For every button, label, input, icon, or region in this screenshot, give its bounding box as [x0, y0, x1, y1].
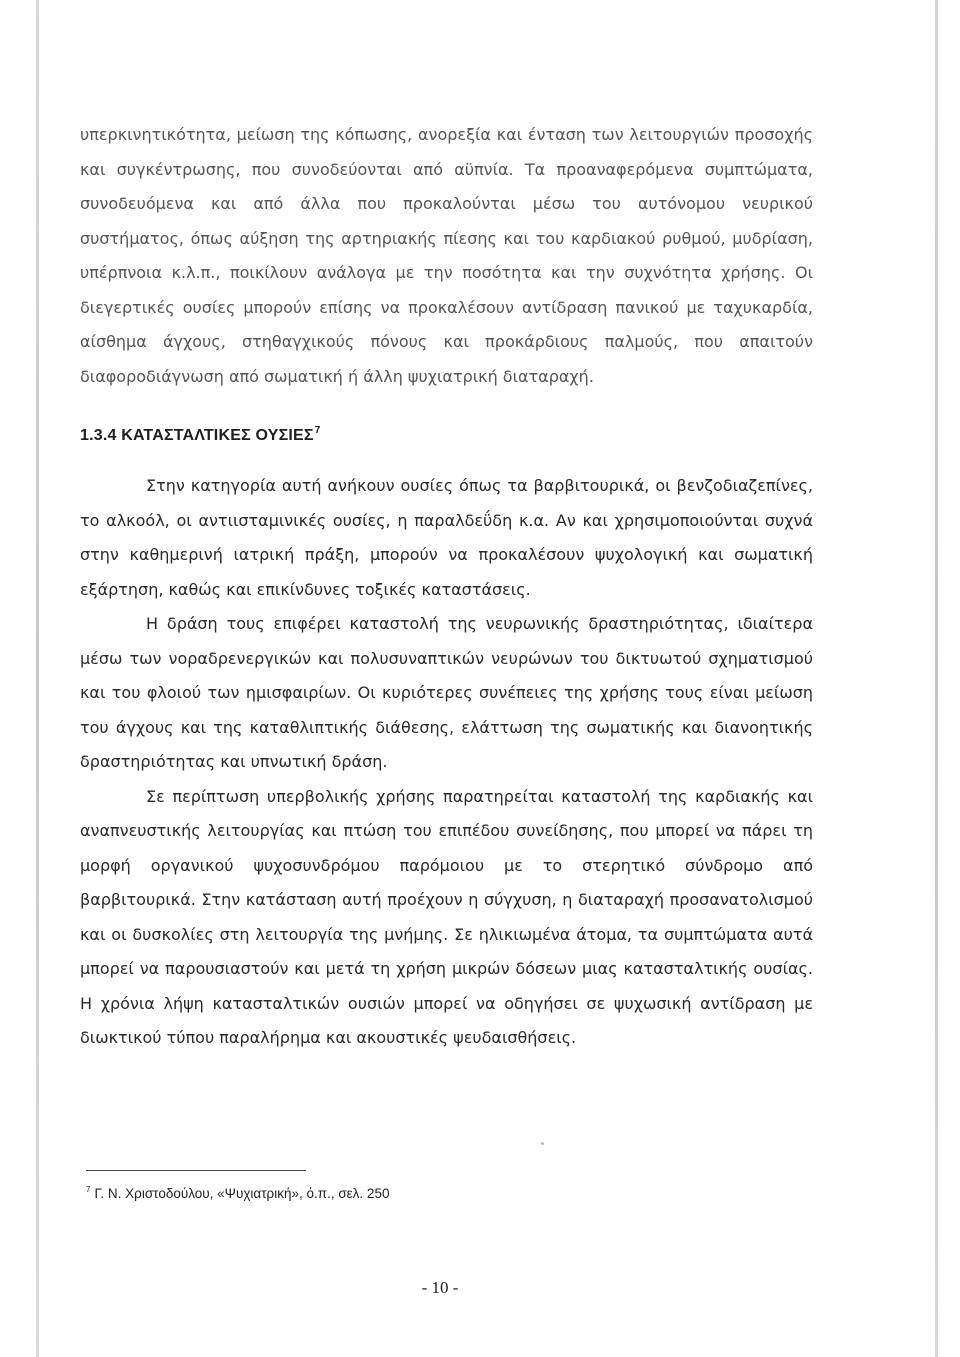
scan-edge-right	[935, 0, 938, 1357]
section-heading	[80, 416, 813, 451]
page-number: - 10 -	[421, 1278, 459, 1297]
paragraph-2: Η δράση τους επιφέρει καταστολή της νευρωνικής δραστηριότητας, ιδιαίτερα μέσω των νοραδρενεργικών και πολυσυναπτικών νευρώνων του δικτυωτού σχηματισμού και του φλοιού των ημισφαιρίων. Οι κυριότερες συνέπειες της χρήσης τους είναι μείωση του άγχους και της καταθλιπτικής διάθεσης, ελάττωση της σωματικής και διανοητικής δραστηριότητας και υπνωτική δράση.	[80, 614, 813, 771]
footnote-marker: 7	[86, 1185, 91, 1194]
paragraph-1: Στην κατηγορία αυτή ανήκουν ουσίες όπως τα βαρβιτουρικά, οι βενζοδιαζεπίνες, το αλκοόλ, οι αντιισταμινικές ουσίες, η παραλδεΰδη κ.α. Αν και χρησιμοποιούνται συχνά στην καθημερινή ιατρική πράξη, μπορούν να προκαλέσουν ψυχολογική και σωματική εξάρτηση, καθώς και επικίνδυνες τοξικές καταστάσεις.	[80, 476, 813, 599]
paragraph-continuation: υπερκινητικότητα, μείωση της κόπωσης, ανορεξία και ένταση των λειτουργιών προσοχής και συγκέντρωσης, που συνοδεύονται από αϋπνία. Τα προαναφερόμενα συμπτώματα, συνοδευόμενα και από άλλα που προκαλούνται μέσω του αυτόνομου νευρικού συστήματος, όπως αύξηση της αρτηριακής πίεσης και του καρδιακού ρυθμού, μυδρίαση, υπέρπνοια κ.λ.π., ποικίλουν ανάλογα με την ποσότητα και την συχνότητα χρήσης. Οι διεγερτικές ουσίες μπορούν επίσης να προκαλέσουν αντίδραση πανικού με ταχυκαρδία, αίσθημα άγχους, στηθαγχικούς πόνους και προκάρδιους παλμούς, που απαιτούν διαφοροδιάγνωση από σωματική ή άλλη ψυχιατρική διαταραχή.	[80, 125, 813, 386]
footnote-divider	[86, 1170, 306, 1171]
footnote-reference: 7	[314, 425, 321, 436]
paragraph-3: Σε περίπτωση υπερβολικής χρήσης παρατηρείται καταστολή της καρδιακής και αναπνευστικής λειτουργίας και πτώση του επιπέδου συνείδησης, που μπορεί να πάρει τη μορφή οργανικού ψυχοσυνδρόμου παρόμοιου με το στερητικό σύνδρομο από βαρβιτουρικά. Στην κατάσταση αυτή προέχουν η σύγχυση, η διαταραχή προσανατολισμού και οι δυσκολίες στη λειτουργία της μνήμης. Σε ηλικιωμένα άτομα, τα συμπτώματα αυτά μπορεί να παρουσιαστούν και μετά τη χρήση μικρών δόσεων μιας κατασταλτικής ουσίας. Η χρόνια λήψη κατασταλτικών ουσιών μπορεί να οδηγήσει σε ψυχωσική αντίδραση με διωκτικού τύπου παραλήρημα και ακουστικές ψευδαισθήσεις.	[80, 786, 813, 1047]
footnote	[86, 1180, 389, 1204]
document-page	[80, 118, 813, 1056]
scan-edge-left	[36, 0, 39, 1357]
section-heading-text: 1.3.4 ΚΑΤΑΣΤΑΛΤΙΚΕΣ ΟΥΣΙΕΣ	[80, 427, 314, 444]
footnote-text: Γ. Ν. Χριστοδούλου, «Ψυχιατρική», ό.π., σελ. 250	[94, 1186, 390, 1201]
scan-speck	[541, 1142, 544, 1145]
